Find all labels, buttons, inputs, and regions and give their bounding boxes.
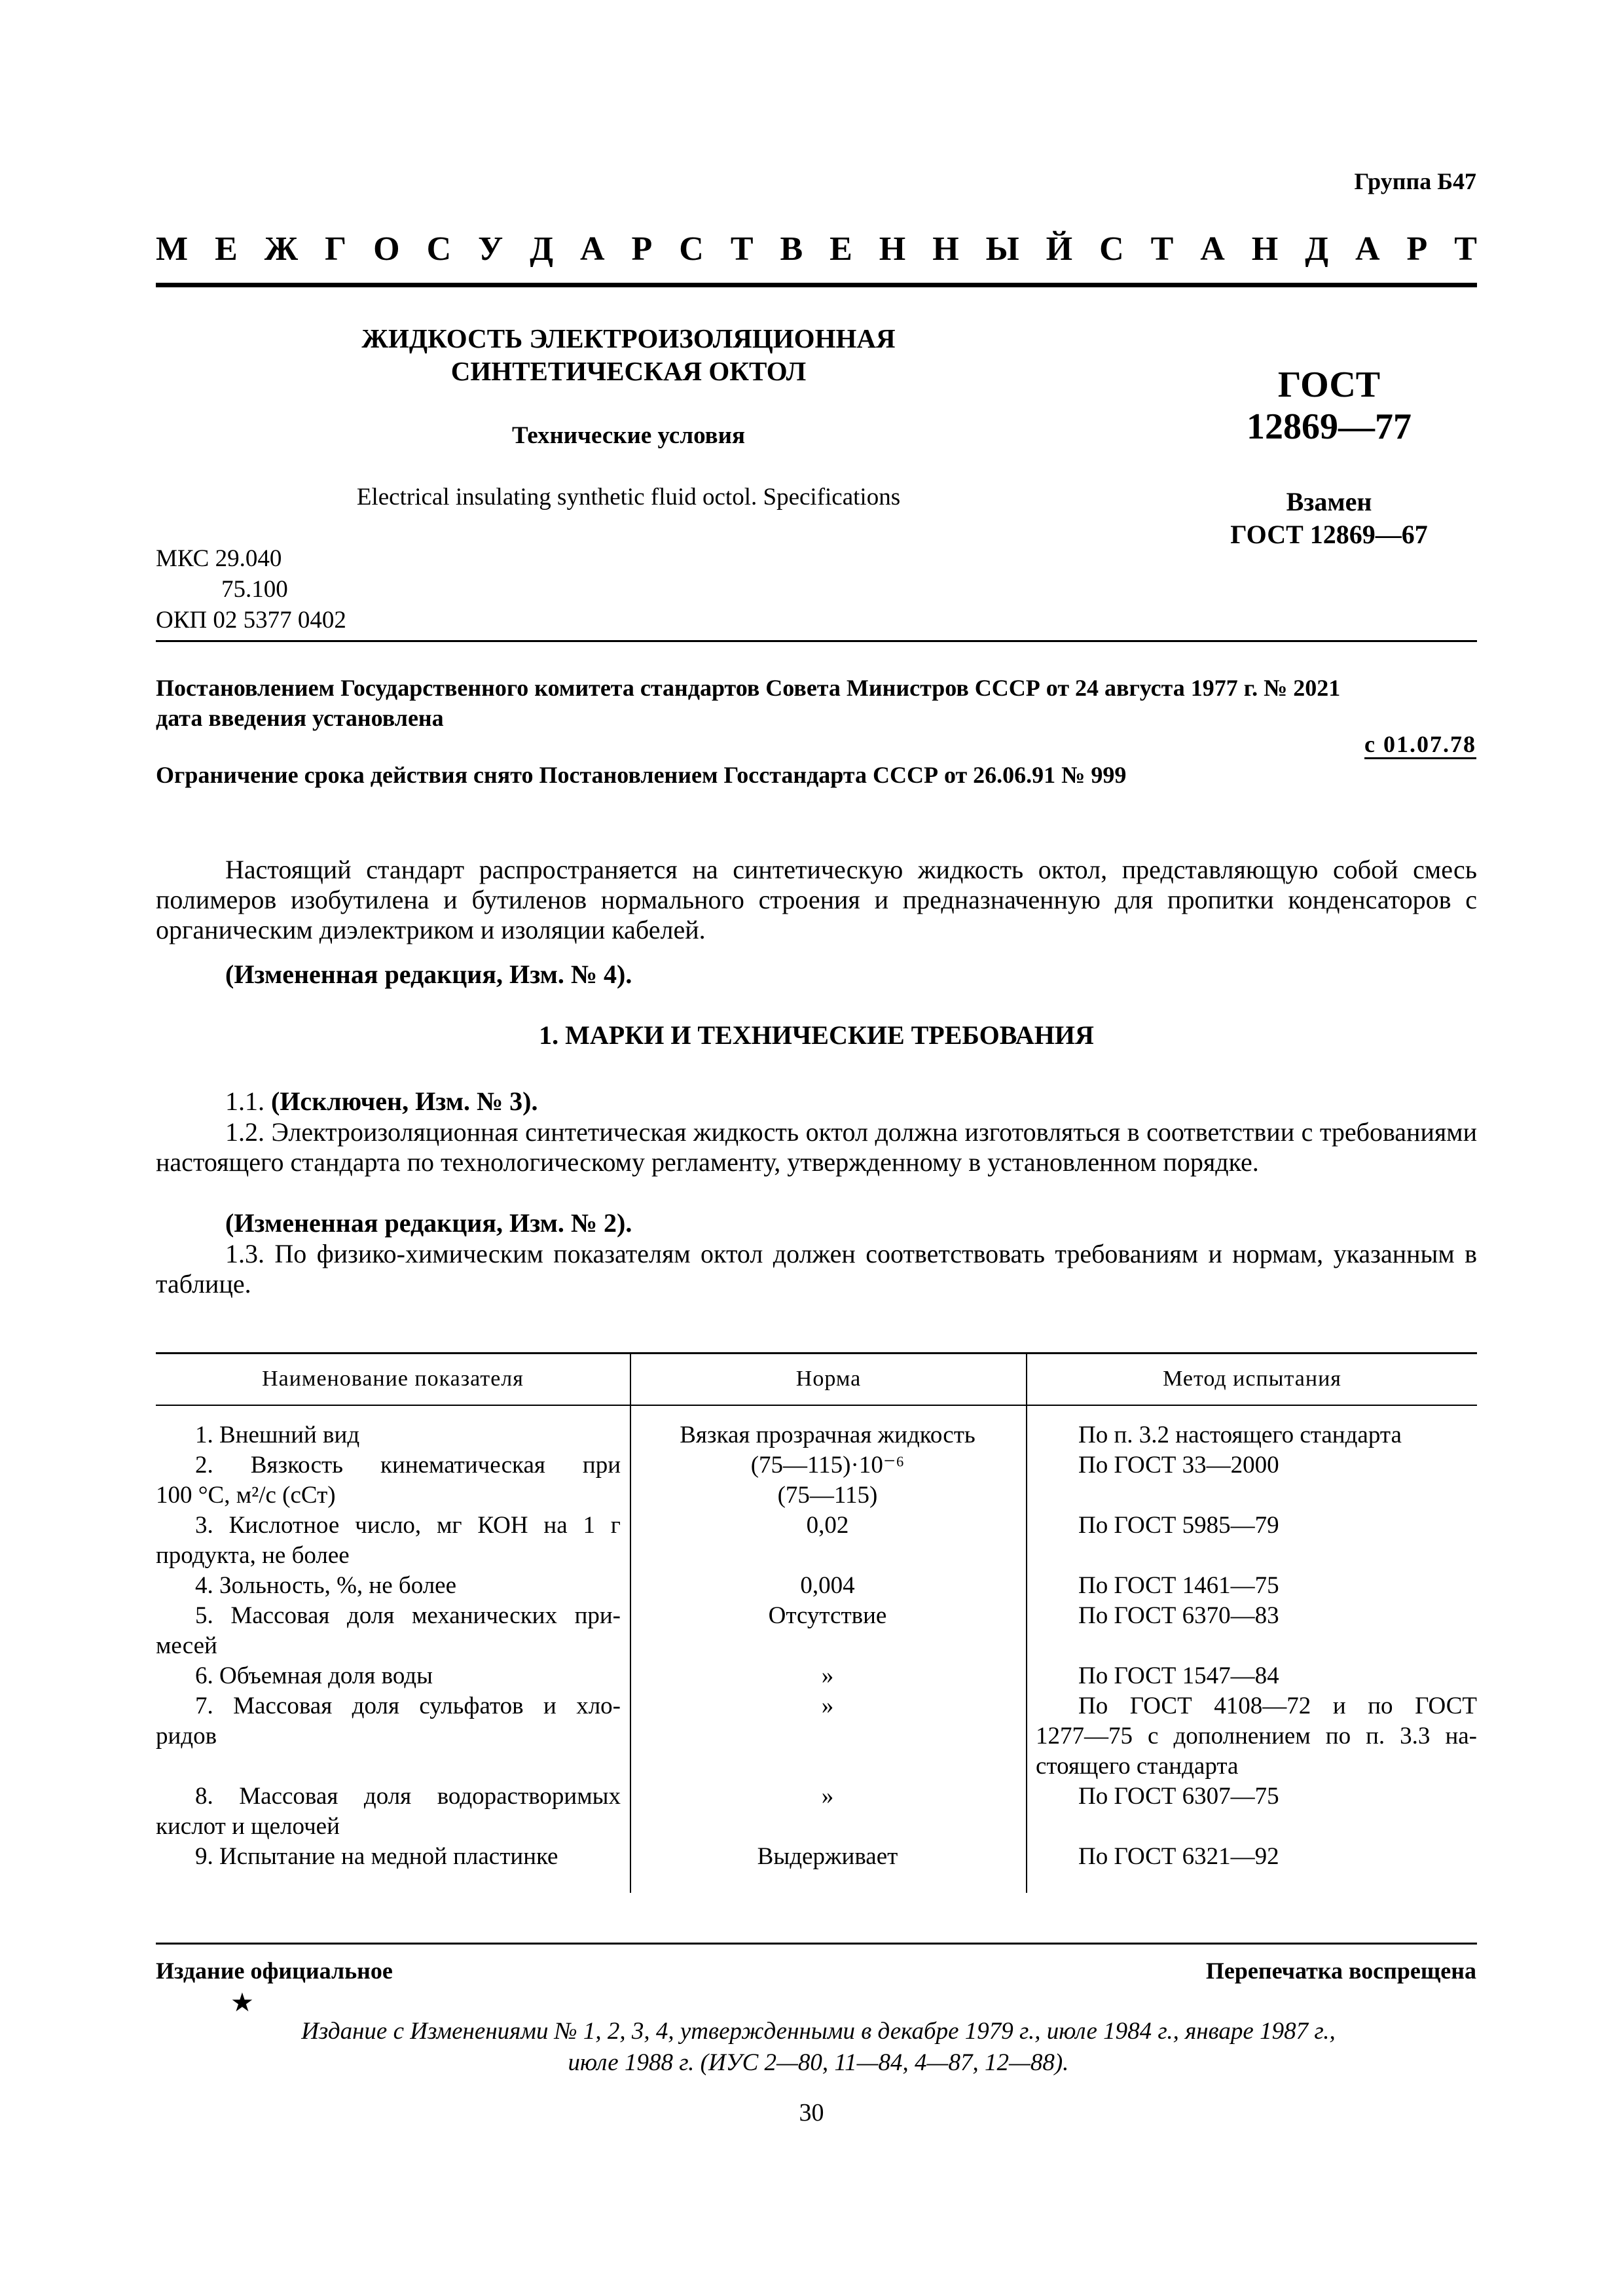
table-cell-name-line: 7. Массовая доля сульфатов и хло- bbox=[195, 1693, 621, 1719]
table-cell-norm-line: Выдерживает bbox=[757, 1843, 898, 1870]
table-cell-method bbox=[1036, 1661, 1477, 1691]
clause-1-2: 1.2. Электроизоляционная синтетическая жидкость октол должна изготовляться в соответствии с требованиями настоящего стандарта по технологическому регламенту, утвержденному в установленном порядке. bbox=[156, 1117, 1477, 1177]
decree-line-1: Постановлением Государственного комитета стандартов Совета Министров СССР от 24 августа 1977 г. № 2021 bbox=[156, 675, 1341, 701]
table-cell-name-line: ридов bbox=[156, 1723, 217, 1749]
table-cell-norm-line: 0,02 bbox=[806, 1512, 849, 1539]
table-cell-name bbox=[156, 1420, 621, 1450]
banner-rule bbox=[156, 283, 1477, 287]
mks-code-1: МКС 29.040 bbox=[156, 545, 282, 572]
table-cell-method-line: По ГОСТ 6307—75 bbox=[1078, 1783, 1279, 1810]
table-cell-method bbox=[1036, 1601, 1477, 1631]
table-cell-norm bbox=[631, 1661, 1024, 1691]
table-header-method: Метод испытания bbox=[1163, 1367, 1341, 1391]
table-cell-name bbox=[156, 1782, 621, 1842]
intro-amendment: (Измененная редакция, Изм. № 4). bbox=[225, 960, 632, 989]
banner-letter: О bbox=[373, 230, 400, 268]
document-title bbox=[262, 322, 995, 387]
replaces-label: Взамен bbox=[1286, 487, 1372, 516]
title-line-2: СИНТЕТИЧЕСКАЯ ОКТОЛ bbox=[450, 356, 807, 386]
table-cell-norm-line: » bbox=[821, 1783, 834, 1810]
table-cell-norm bbox=[631, 1782, 1024, 1812]
table-cell-name-line: 2. Вязкость кинематическая при bbox=[195, 1452, 621, 1479]
banner-letter: А bbox=[580, 230, 605, 268]
table-top-rule bbox=[156, 1352, 1477, 1354]
banner-letter: Д bbox=[1305, 230, 1328, 268]
replaces-value: ГОСТ 12869—67 bbox=[1230, 520, 1428, 549]
amendments-note bbox=[196, 2016, 1440, 2079]
amendments-line-1: Издание с Изменениями № 1, 2, 3, 4, утвержденными в декабре 1979 г., июле 1984 г., январе 1987 г., bbox=[301, 2018, 1336, 2045]
gost-number: 12869—77 bbox=[1247, 406, 1412, 447]
table-cell-name-line: 4. Зольность, %, не более bbox=[195, 1572, 457, 1599]
banner-letter: С bbox=[679, 230, 704, 268]
table-cell-name-line: 9. Испытание на медной пластинке bbox=[195, 1843, 558, 1870]
banner-letter: Т bbox=[730, 230, 754, 268]
banner-letter: Р bbox=[1406, 230, 1428, 268]
section-1-title: 1. МАРКИ И ТЕХНИЧЕСКИЕ ТРЕБОВАНИЯ bbox=[539, 1020, 1094, 1050]
interstate-standard-banner bbox=[156, 226, 1477, 272]
table-cell-name bbox=[156, 1691, 621, 1751]
classification-codes bbox=[156, 543, 346, 636]
gost-designation bbox=[1126, 364, 1532, 551]
reprint-prohibited-label: Перепечатка воспрещена bbox=[1205, 1958, 1476, 1984]
table-cell-norm bbox=[631, 1691, 1024, 1721]
table-cell-norm-line: Отсутствие bbox=[768, 1602, 887, 1629]
table-cell-norm-line: (75—115) bbox=[777, 1482, 878, 1509]
table-cell-norm bbox=[631, 1601, 1024, 1631]
decree-line-2: дата введения установлена bbox=[156, 705, 444, 731]
banner-letter: Ж bbox=[264, 230, 299, 268]
table-cell-name-line: 8. Массовая доля водорастворимых bbox=[195, 1783, 621, 1810]
okp-code: ОКП 02 5377 0402 bbox=[156, 607, 346, 634]
banner-letter: Е bbox=[830, 230, 852, 268]
table-cell-name bbox=[156, 1450, 621, 1511]
banner-letter: Г bbox=[325, 230, 347, 268]
banner-letter: Д bbox=[530, 230, 554, 268]
table-cell-name bbox=[156, 1571, 621, 1601]
page-number: 30 bbox=[799, 2099, 824, 2126]
group-code: Группа Б47 bbox=[1354, 168, 1476, 194]
clause-1-3: 1.3. По физико-химическим показателям октол должен соответствовать требованиям и нормам, указанным в таблице. bbox=[156, 1239, 1477, 1299]
table-cell-name-line: 3. Кислотное число, мг КОН на 1 г bbox=[195, 1512, 621, 1539]
banner-letter: Т bbox=[1454, 230, 1477, 268]
clause-1-1-number: 1.1. bbox=[225, 1086, 264, 1116]
table-cell-norm bbox=[631, 1571, 1024, 1601]
clause-1-1 bbox=[156, 1086, 1477, 1117]
banner-letter: А bbox=[1200, 230, 1225, 268]
validity-limitation: Ограничение срока действия снято Постановлением Госстандарта СССР от 26.06.91 № 999 bbox=[156, 762, 1127, 788]
table-cell-norm-line: » bbox=[821, 1693, 834, 1719]
table-cell-norm bbox=[631, 1511, 1024, 1541]
banner-letter: А bbox=[1355, 230, 1380, 268]
banner-letter: В bbox=[780, 230, 803, 268]
table-cell-method-line: 1277—75 с дополнением по п. 3.3 на- bbox=[1036, 1723, 1477, 1749]
table-cell-name bbox=[156, 1661, 621, 1691]
table-cell-norm bbox=[631, 1450, 1024, 1511]
table-cell-method bbox=[1036, 1842, 1477, 1872]
banner-letter: М bbox=[156, 230, 189, 268]
table-cell-method-line: стоящего стандарта bbox=[1036, 1753, 1239, 1780]
table-cell-norm bbox=[631, 1842, 1024, 1872]
table-cell-method-line: По ГОСТ 4108—72 и по ГОСТ bbox=[1078, 1693, 1477, 1719]
clause-1-2-amendment: (Измененная редакция, Изм. № 2). bbox=[225, 1208, 632, 1238]
table-cell-name-line: 100 °С, м²/с (сСт) bbox=[156, 1482, 336, 1509]
table-cell-method bbox=[1036, 1420, 1477, 1450]
decree-text bbox=[156, 673, 1477, 733]
footer-rule bbox=[156, 1943, 1477, 1945]
clause-1-1-text: (Исключен, Изм. № 3). bbox=[271, 1086, 538, 1116]
banner-letter: С bbox=[1099, 230, 1124, 268]
table-column-divider-2 bbox=[1026, 1352, 1027, 1893]
table-cell-method-line: По ГОСТ 6370—83 bbox=[1078, 1602, 1279, 1629]
title-line-1: ЖИДКОСТЬ ЭЛЕКТРОИЗОЛЯЦИОННАЯ bbox=[361, 323, 896, 353]
table-header-name: Наименование показателя bbox=[262, 1367, 524, 1391]
table-cell-norm-line: Вязкая прозрачная жидкость bbox=[680, 1422, 976, 1448]
table-header-rule bbox=[156, 1405, 1477, 1406]
table-cell-method-line: По ГОСТ 1547—84 bbox=[1078, 1662, 1279, 1689]
table-cell-name-line: 1. Внешний вид bbox=[195, 1422, 360, 1448]
banner-letter: Т bbox=[1150, 230, 1174, 268]
star-icon: ★ bbox=[230, 1988, 254, 2017]
table-cell-name-line: месей bbox=[156, 1632, 217, 1659]
english-title: Electrical insulating synthetic fluid octol. Specifications bbox=[356, 484, 901, 511]
table-cell-method-line: По ГОСТ 33—2000 bbox=[1078, 1452, 1279, 1479]
header-divider bbox=[156, 640, 1477, 642]
mks-code-2: 75.100 bbox=[221, 576, 288, 603]
table-cell-method-line: По п. 3.2 настоящего стандарта bbox=[1078, 1422, 1402, 1448]
document-subtitle: Технические условия bbox=[512, 422, 745, 449]
banner-letter: Р bbox=[631, 230, 653, 268]
intro-paragraph: Настоящий стандарт распространяется на синтетическую жидкость октол, представляющую собой смесь полимеров изобутилена и бутиленов нормального строения и предназначенную для пропитки конденсаторов с органическим диэлектриком и изоляции кабелей. bbox=[156, 855, 1477, 944]
table-cell-method bbox=[1036, 1782, 1477, 1812]
table-cell-norm-line: » bbox=[821, 1662, 834, 1689]
table-cell-norm-line: (75—115)·10⁻⁶ bbox=[750, 1452, 905, 1479]
table-cell-method-line: По ГОСТ 6321—92 bbox=[1078, 1843, 1279, 1870]
table-cell-name bbox=[156, 1842, 621, 1872]
amendments-line-2: июле 1988 г. (ИУС 2—80, 11—84, 4—87, 12—88). bbox=[568, 2049, 1069, 2076]
official-edition-label: Издание официальное bbox=[156, 1958, 393, 1984]
table-cell-method-line: По ГОСТ 1461—75 bbox=[1078, 1572, 1279, 1599]
table-cell-name-line: кислот и щелочей bbox=[156, 1813, 340, 1840]
banner-letter: Е bbox=[215, 230, 238, 268]
banner-letter: Й bbox=[1046, 230, 1073, 268]
table-cell-method bbox=[1036, 1450, 1477, 1480]
banner-letter: С bbox=[426, 230, 452, 268]
table-cell-name-line: 5. Массовая доля механических при- bbox=[195, 1602, 621, 1629]
introduction-date: с 01.07.78 bbox=[1364, 731, 1476, 757]
banner-letter: Н bbox=[1251, 230, 1279, 268]
table-cell-method bbox=[1036, 1691, 1477, 1782]
table-cell-method bbox=[1036, 1511, 1477, 1541]
banner-letter: Ы bbox=[985, 230, 1019, 268]
table-header-norm: Норма bbox=[795, 1367, 862, 1391]
table-cell-name bbox=[156, 1601, 621, 1661]
table-cell-name-line: 6. Объемная доля воды bbox=[195, 1662, 433, 1689]
table-cell-name bbox=[156, 1511, 621, 1571]
banner-letter: Н bbox=[879, 230, 906, 268]
table-cell-method-line: По ГОСТ 5985—79 bbox=[1078, 1512, 1279, 1539]
banner-letter: У bbox=[478, 230, 503, 268]
gost-label: ГОСТ bbox=[1277, 365, 1381, 405]
table-cell-method bbox=[1036, 1571, 1477, 1601]
banner-letter: Н bbox=[932, 230, 959, 268]
table-cell-norm-line: 0,004 bbox=[800, 1572, 855, 1599]
table-cell-name-line: продукта, не более bbox=[156, 1542, 350, 1569]
table-cell-norm bbox=[631, 1420, 1024, 1450]
